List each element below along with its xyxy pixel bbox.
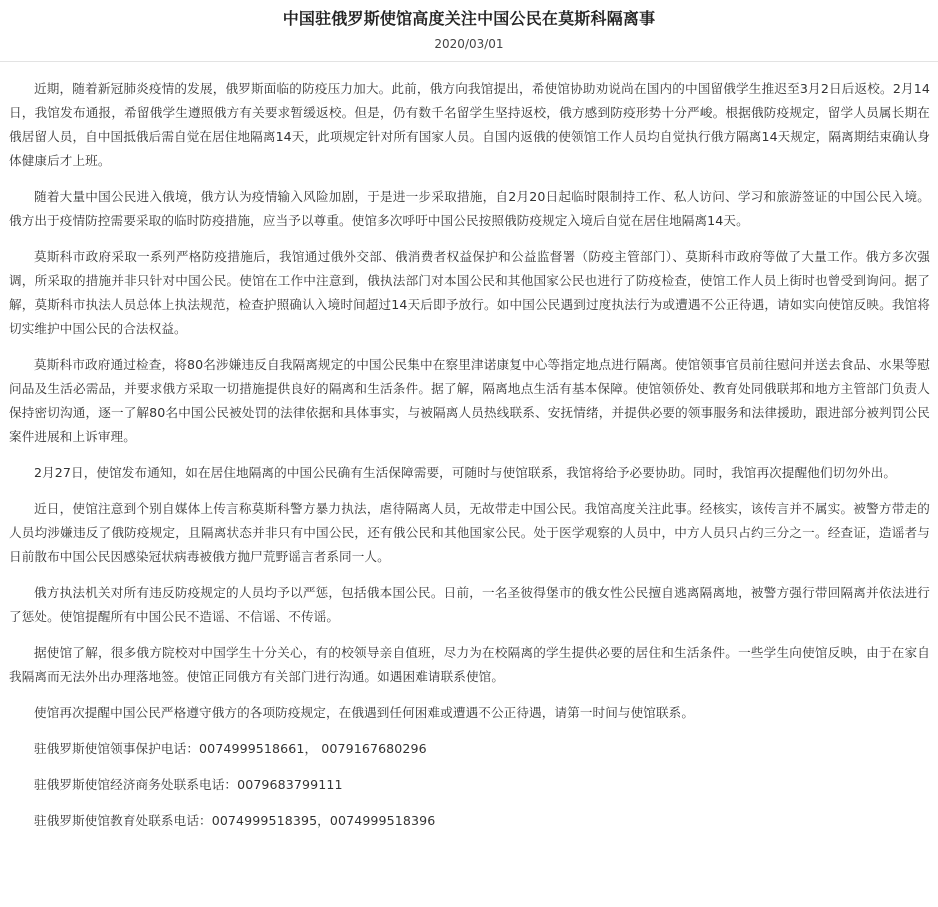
article-title: 中国驻俄罗斯使馆高度关注中国公民在莫斯科隔离事 [282,9,656,28]
paragraph-4: 莫斯科市政府通过检查，将80名涉嫌违反自我隔离规定的中国公民集中在察里津诺康复中心等指定地点进行隔离。使馆领事官员前往慰问并送去食品、水果等慰问品及生活必需品，并要求俄方采取一切措施提供良好的隔离和生活条件。据了解，隔离地点生活有基本保障。使馆领侨处、教育处同俄联邦和地方主管部门负责人保持密切沟通，逐一了解80名中国公民被处罚的法律依据和具体事实，与被隔离人员热线联系、安抚情绪，并提供必要的领事服务和法律援助，跟进部分被判罚公民案件进展和上诉审理。 [9,357,930,444]
education-phone: 驻俄罗斯使馆教育处联系电话：0074999518395，0074999518396 [34,813,436,828]
article-date: 2020/03/01 [434,37,504,51]
paragraph-9: 使馆再次提醒中国公民严格遵守俄方的各项防疫规定，在俄遇到任何困难或遭遇不公正待遇，请第一时间与使馆联系。 [34,705,695,720]
paragraph-6: 近日，使馆注意到个别自媒体上传言称莫斯科警方暴力执法，虐待隔离人员，无故带走中国公民。我馆高度关注此事。经核实，该传言并不属实。被警方带走的人员均涉嫌违反了俄防疫规定，且隔离状态并非只有中国公民，还有俄公民和其他国家公民。处于医学观察的人员中，中方人员只占约三分之一。经查证，造谣者与日前散布中国公民因感染冠状病毒被俄方抛尸荒野谣言者系同一人。 [9,501,930,564]
paragraph-7: 俄方执法机关对所有违反防疫规定的人员均予以严惩，包括俄本国公民。日前，一名圣彼得堡市的俄女性公民擅自逃离隔离地，被警方强行带回隔离并依法进行了惩处。使馆提醒所有中国公民不造谣、不信谣、不传谣。 [9,585,930,624]
article-body [0,62,938,833]
paragraph-1: 近期，随着新冠肺炎疫情的发展，俄罗斯面临的防疫压力加大。此前，俄方向我馆提出，希使馆协助劝说尚在国内的中国留俄学生推迟至3月2日后返校。2月14日，我馆发布通报，希留俄学生遵照俄方有关要求暂缓返校。但是，仍有数千名留学生坚持返校，俄方感到防疫形势十分严峻。根据俄防疫规定，留学人员属长期在俄居留人员，自中国抵俄后需自觉在居住地隔离14天，此项规定针对所有国家人员。自国内返俄的使领馆工作人员均自觉执行俄方隔离14天规定，隔离期结束确认身体健康后才上班。 [9,81,931,168]
article-header [0,0,938,51]
commerce-phone: 驻俄罗斯使馆经济商务处联系电话：0079683799111 [34,777,343,792]
paragraph-8: 据使馆了解，很多俄方院校对中国学生十分关心，有的校领导亲自值班，尽力为在校隔离的学生提供必要的居住和生活条件。一些学生向使馆反映，由于在家自我隔离而无法外出办理落地签。使馆正同俄方有关部门进行沟通。如遇困难请联系使馆。 [9,645,930,684]
paragraph-3: 莫斯科市政府采取一系列严格防疫措施后，我馆通过俄外交部、俄消费者权益保护和公益监督署（防疫主管部门）、莫斯科市政府等做了大量工作。俄方多次强调，所采取的措施并非只针对中国公民。使馆在工作中注意到，俄执法部门对本国公民和其他国家公民也进行了防疫检查，使馆工作人员上街时也曾受到询问。据了解，莫斯科市执法人员总体上执法规范，检查护照确认入境时间超过14天后即予放行。如中国公民遇到过度执法行为或遭遇不公正待遇，请如实向使馆反映。我馆将切实维护中国公民的合法权益。 [9,249,930,336]
paragraph-2: 随着大量中国公民进入俄境，俄方认为疫情输入风险加剧，于是进一步采取措施，自2月20日起临时限制持工作、私人访问、学习和旅游签证的中国公民入境。俄方出于疫情防控需要采取的临时防疫措施，应当予以尊重。使馆多次呼吁中国公民按照俄防疫规定入境后自觉在居住地隔离14天。 [9,189,930,228]
paragraph-5: 2月27日，使馆发布通知，如在居住地隔离的中国公民确有生活保障需要，可随时与使馆联系，我馆将给予必要协助。同时，我馆再次提醒他们切勿外出。 [34,465,897,480]
consular-phone: 驻俄罗斯使馆领事保护电话：0074999518661， 0079167680296 [34,741,427,756]
